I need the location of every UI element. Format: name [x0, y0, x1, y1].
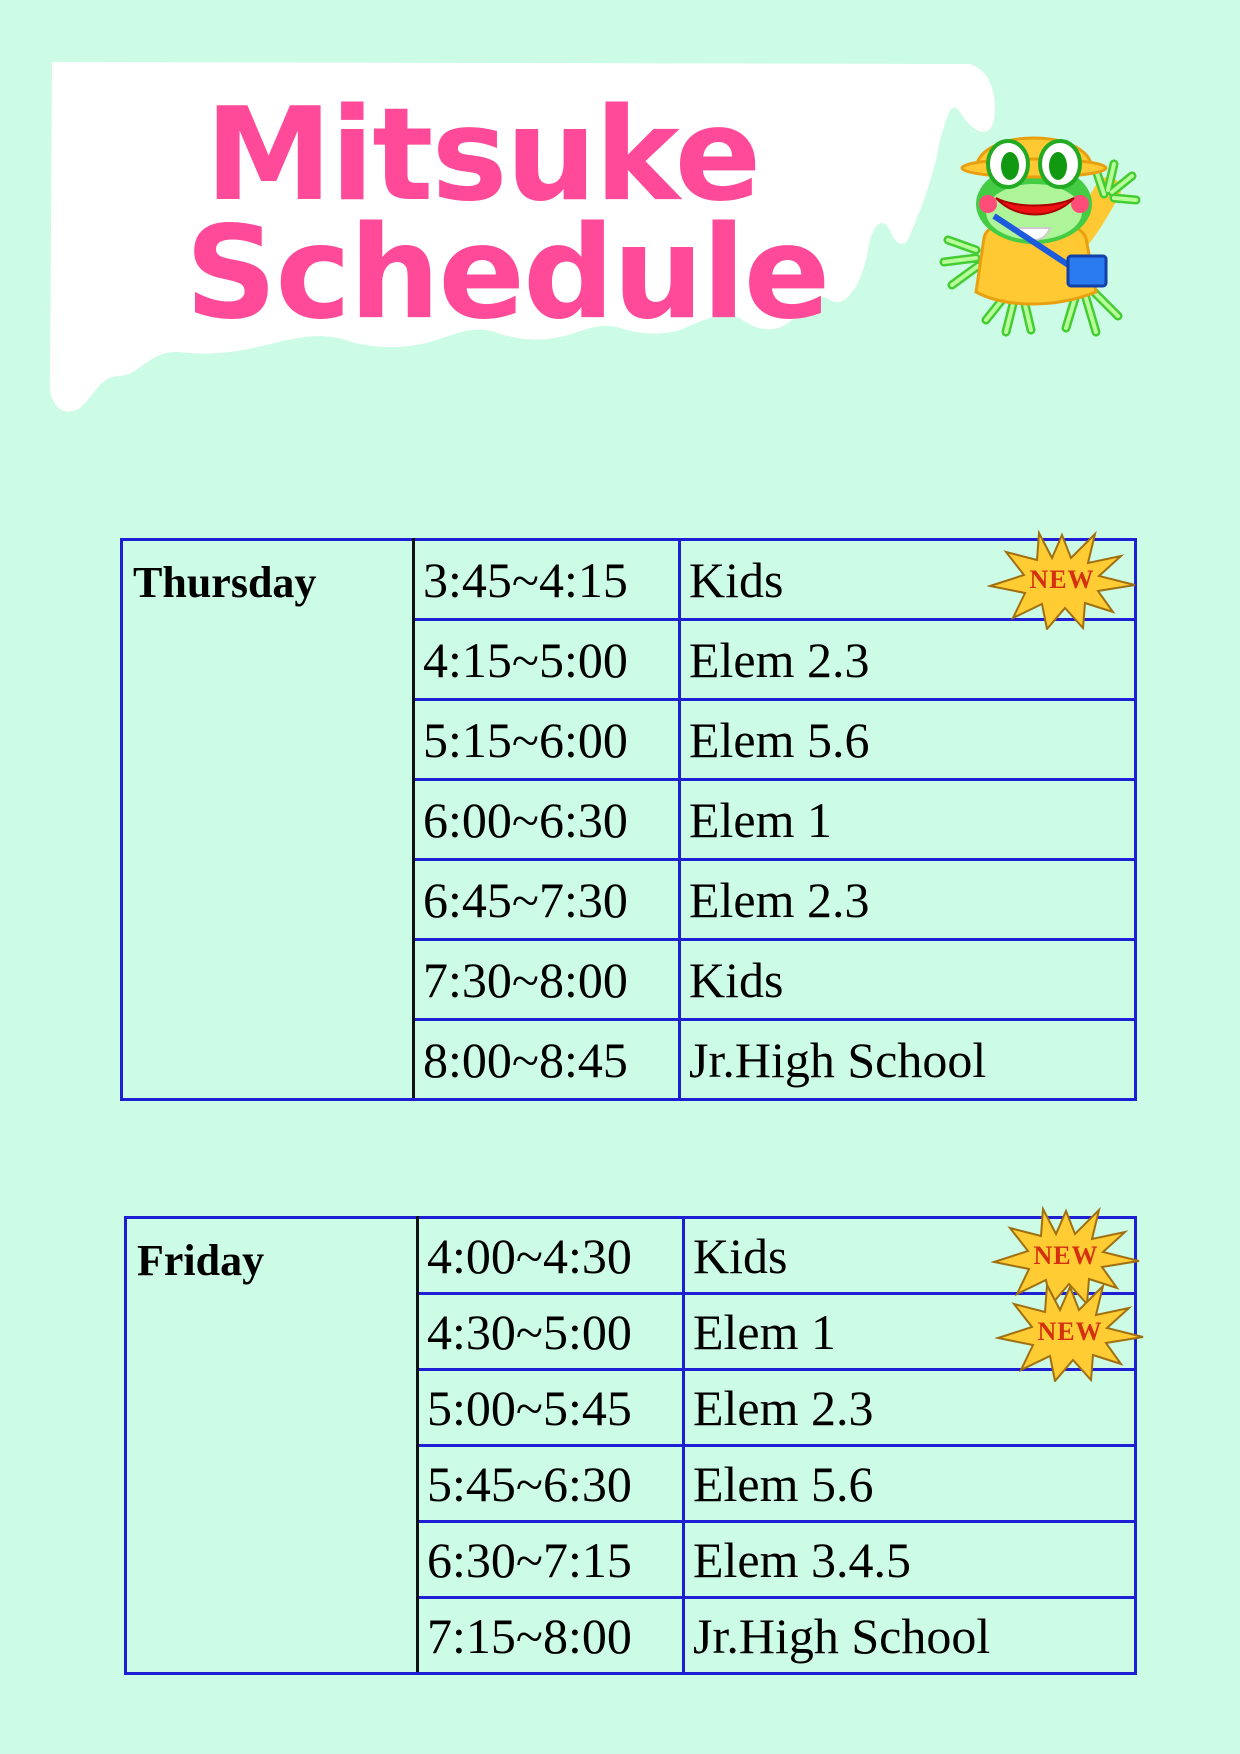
table-row — [122, 540, 1136, 620]
day-label-friday: Friday — [126, 1218, 418, 1674]
thursday-schedule-table — [120, 538, 1137, 1101]
class-cell: Kids — [680, 940, 1136, 1020]
friday-schedule-table — [124, 1216, 1137, 1675]
class-cell — [680, 540, 1136, 620]
class-cell: Elem 2.3 — [684, 1370, 1136, 1446]
class-cell: Elem 5.6 — [680, 700, 1136, 780]
time-cell: 6:30~7:15 — [418, 1522, 684, 1598]
time-cell: 4:00~4:30 — [418, 1218, 684, 1294]
frog-mascot-icon — [936, 120, 1196, 350]
page-title-line-2: Schedule — [185, 199, 829, 348]
class-cell: Elem 2.3 — [680, 860, 1136, 940]
new-badge-icon — [987, 530, 1137, 630]
class-name: Kids — [689, 551, 784, 608]
new-badge-icon — [995, 1282, 1145, 1382]
table-row — [126, 1218, 1136, 1294]
class-cell: Jr.High School — [680, 1020, 1136, 1100]
time-cell: 3:45~4:15 — [414, 540, 680, 620]
class-cell — [684, 1294, 1136, 1370]
time-cell: 4:15~5:00 — [414, 620, 680, 700]
time-cell: 8:00~8:45 — [414, 1020, 680, 1100]
time-cell: 6:00~6:30 — [414, 780, 680, 860]
time-cell: 4:30~5:00 — [418, 1294, 684, 1370]
class-cell: Jr.High School — [684, 1598, 1136, 1674]
class-cell: Elem 1 — [680, 780, 1136, 860]
new-badge-label: NEW — [1033, 1240, 1099, 1270]
new-badge-label: NEW — [1029, 564, 1095, 594]
time-cell: 6:45~7:30 — [414, 860, 680, 940]
class-cell: Elem 3.4.5 — [684, 1522, 1136, 1598]
class-cell: Elem 5.6 — [684, 1446, 1136, 1522]
time-cell: 5:15~6:00 — [414, 700, 680, 780]
class-name: Kids — [693, 1227, 788, 1284]
time-cell: 5:00~5:45 — [418, 1370, 684, 1446]
day-label-thursday: Thursday — [122, 540, 414, 1100]
class-cell: Elem 2.3 — [680, 620, 1136, 700]
time-cell: 7:15~8:00 — [418, 1598, 684, 1674]
page-title-line-1: Mitsuke — [205, 81, 760, 230]
new-badge-label: NEW — [1037, 1316, 1103, 1346]
time-cell: 7:30~8:00 — [414, 940, 680, 1020]
class-name: Elem 1 — [693, 1303, 837, 1360]
time-cell: 5:45~6:30 — [418, 1446, 684, 1522]
